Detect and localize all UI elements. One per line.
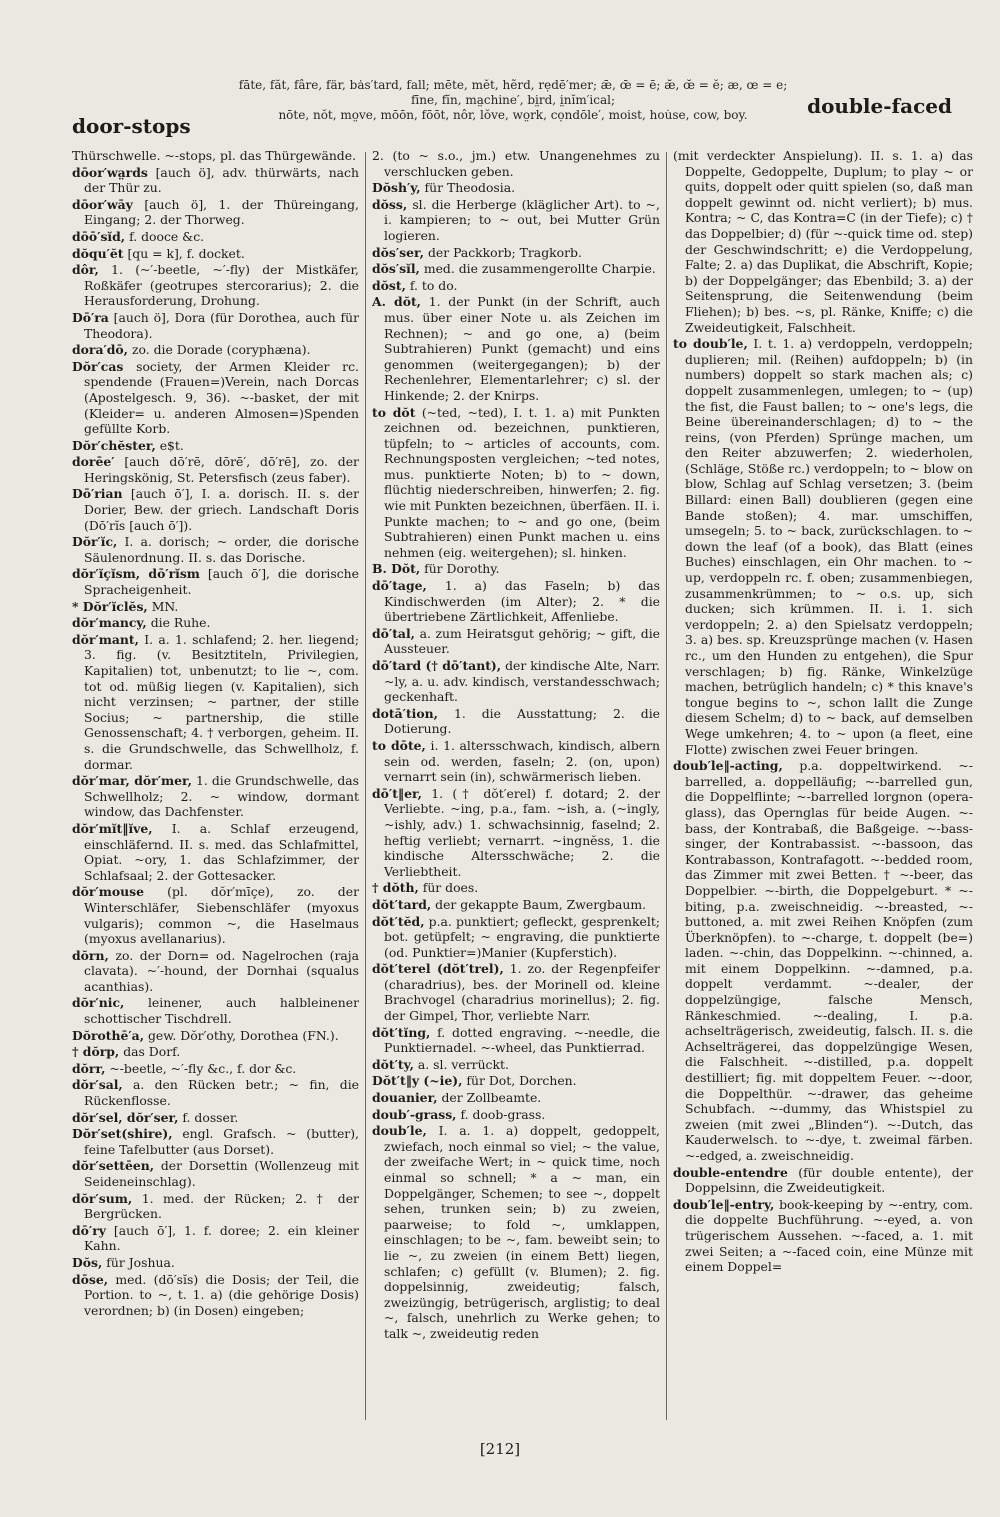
dictionary-entry [72,632,359,772]
definition: a. den Rücken betr.; ~ fin, die Rückenflosse. [84,1077,359,1109]
definition: der Zollbeamte. [441,1090,542,1106]
headword: Dŏr′ĭc, [72,534,118,550]
definition: f. dotted engraving. ~-needle, die Punktiernadel. ~-wheel, das Punktierrad. [384,1024,660,1056]
headword: dŏt′ty, [372,1056,414,1072]
dictionary-entry [72,310,359,341]
definition: p.a. punktiert; gefleckt, gesprenkelt; bot. getüpfelt; ~ engraving, die punktierte (od. Punktier=)Manier (Kupferstich). [384,913,660,960]
definition: society, der Armen Kleider rc. spendende (Frauen=)Verein, nach Dorcas (Apostelgesch. 9, 36). ~-basket, der mit (Kleider= u. anderen Almosen=)Spenden gefüllte Korb. [84,358,359,437]
definition: p.a. doppeltwirkend. ~-barrelled, a. doppelläufig; ~-barrelled gun, die Doppelflinte; ~-barrelled lorgnon (opera-glass), das Opernglas für beide Augen. ~-bass, der Kontrabaß, die Baßgeige. ~-bass-singer, der Kontrabassist. ~-bassoon, das Kontrabasson, Kontrafagott. ~-bedded room, das Zimmer mit zwei Betten. † ~-beer, das Doppelbier. ~-birth, die Doppelgeburt. * ~-biting, p.a. zweischneidig. ~-breasted, ~-buttoned, a. mit zwei Reihen Knöpfen (zum Überknöpfen). to ~-charge, t. doppelt (be=) laden. ~-chin, das Doppelkinn. ~-chinned, a. mit einem Doppelkinn. ~-damned, p.a. doppelt verdammt. ~-dealer, der doppelzüngige, falsche Mensch, Ränkeschmied. ~-dealing, I. p.a. achselträgerisch, zweideutig, falsch. II. s. die Achselträgerei, das doppelzüngige Wesen, die Falschheit. ~-distilled, p.a. doppelt destilliert; fig. mit doppeltem Feuer. ~-door, die Doppelthür. ~-drawer, das geheime Schubfach. ~-dummy, das Whistspiel zu zweien (mit zwei „Blinden“). ~-Dutch, das Kauderwelsch. to ~-dye, t. zweimal färben. ~-edged, a. zweischneidig. [685,758,973,1163]
dictionary-entry [72,229,359,245]
dictionary-entry [72,1110,359,1126]
definition: 1. a) das Faseln; b) das Kindischwerden (im Alter); 2. * die übertriebene Zärtlichkeit, Affenliebe. [384,578,660,625]
dictionary-entry [72,1077,359,1108]
definition: für Theodosia. [424,180,516,196]
dictionary-entry [72,773,359,820]
definition: [qu = k], f. docket. [127,245,245,261]
headword: douanier, [372,1090,438,1106]
dictionary-entry [372,1107,660,1123]
pronunciation-line: nōte, nŏt, mo̤ve, mōōn, fōōt, nôr, lŏve, wo̤rk, cọndōle′, moist, hou̇se, cow, boy. [278,108,748,122]
headword: dŏs′sĭl, [372,261,420,277]
headword: Dŏr′chĕster, [72,437,156,453]
headword: dŏr′mouse [72,884,144,900]
definition: (pl. dŏr′mīçe), zo. der Winterschläfer, Siebenschläfer (myoxus vulgaris); common ~, die Haselmaus (myoxus avellanarius). [84,884,359,947]
definition: für Dot, Dorchen. [466,1073,577,1089]
column-1 [72,148,359,1438]
headword: dō′tard († dō′tant), [372,658,502,673]
headword: dŏqu′ĕt [72,245,124,261]
headword: dŏt′terel (dŏt′trel), [372,961,504,977]
headword: † dŏth, [372,880,419,896]
dictionary-entry [372,1057,660,1073]
headword: dō′ry [72,1222,106,1238]
headword: dotā′tion, [372,705,438,721]
headword: Dŏsh′y, [372,180,421,196]
definition: f. to do. [409,277,458,293]
column-2 [372,148,660,1438]
definition: zo. die Dorade (coryphæna). [131,342,311,358]
headword: dŏr′sum, [72,1190,133,1206]
headword: dōor′wa̤rds [72,164,148,180]
dictionary-entry [673,148,973,335]
definition: I. a. 1. a) doppelt, gedoppelt, zwiefach, noch einmal so viel; ~ the value, der zweifache Wert; in ~ quick time, noch einmal so schnell; * a ~ man, ein Doppelgänger, Schemen; to see ~, doppelt sehen, trunken sein; b) zu zweien, paarweise; to fold ~, umklappen, einschlagen; to be ~, fam. beweibt sein; to lie ~, zu zweien (in einem Bett) liegen, schlafen; c) gefüllt (v. Blumen); 2. fig. doppelsinnig, zweideutig; falsch, zweizüngig, betrügerisch, arglistig; to deal ~, falsch, unehrlich zu Werke gehen; to talk ~, zweideutig reden [384,1123,660,1341]
pronunciation-key [228,78,798,123]
definition: book-keeping by ~-entry, com. die doppelte Buchführung. ~-eyed, a. von trügerischem Aussehen. ~-faced, a. 1. mit zwei Seiten; a ~-faced coin, eine Münze mit einem Doppel= [685,1196,973,1275]
headword: dŏr′ĭçĭsm, dō′rĭsm [72,566,200,582]
headword: dō′tage, [372,578,427,594]
definition: 1. med. der Rücken; 2. † der Bergrücken. [84,1190,359,1222]
headword: Dŏrothē′a, [72,1027,145,1043]
column-3 [673,148,973,1438]
definition: ~-beetle, ~′-fly &c., f. dor &c. [109,1060,297,1076]
dictionary-entry [72,1028,359,1044]
dictionary-entry [72,197,359,228]
dictionary-entry [372,1073,660,1089]
definition: I. a. Schlaf erzeugend, einschläfernd. II. s. med. das Schlafmittel, Opiat. ~ory, 1. das Schlafzimmer, der Schlafsaal; 2. der Gottesacker. [84,820,359,883]
headword: dŏrr, [72,1060,106,1076]
headword: dôr, [72,262,99,278]
dictionary-entry [72,1044,359,1060]
definition: (für double entente), der Doppelsinn, die Zweideutigkeit. [685,1164,973,1196]
dictionary-entry [72,995,359,1026]
headword: dŏr′settēen, [72,1158,155,1174]
headword: Dŏt′t‖y (~ie), [372,1073,463,1089]
headword: dŏr′mĭt‖ĭve, [72,820,153,836]
headword: dorēe′ [72,454,115,470]
page-number: [212] [479,1440,521,1458]
headword: * Dŏr′ĭclĕs, [72,598,148,614]
dictionary-entry [72,165,359,196]
dictionary-entry [372,148,660,179]
dictionary-entry [372,961,660,1023]
definition: [auch ö], Dora (für Dorothea, auch für Theodora). [84,309,359,341]
headword: dō′tal, [372,625,415,641]
column-divider [365,152,366,1420]
headword: double-entendre [673,1164,788,1180]
page-header [0,78,1000,148]
definition: I. a. 1. schlafend; 2. her. liegend; 3. fig. (v. Besitztiteln, Privilegien, Kapitalien) tot, unbenutzt; to lie ~, com. tot od. müßig liegen (v. Kapitalien), sich nicht verzinsen; ~ partner, der stille Socius; ~ partnership, die stille Genossenschaft; 4. † verborgen, geheim. II. s. die Grundschwelle, das Schwellholz, f. dormar. [84,631,359,772]
definition: f. doob-grass. [460,1106,546,1122]
dictionary-entry [372,914,660,961]
headword: B. Dŏt, [372,561,421,577]
headword: dora′dō, [72,342,128,358]
headword: dŏst, [372,277,406,293]
headword: to dōte, [372,737,426,753]
dictionary-entry [72,615,359,631]
headword: † dŏrp, [72,1044,120,1060]
definition: f. dooce &c. [129,228,205,244]
dictionary-entry [673,758,973,1163]
definition: der Packkorb; Tragkorb. [427,244,582,260]
definition: [auch ō′], I. a. dorisch. II. s. der Dorier, Bew. der griech. Landschaft Doris (Dō′rĭs [auch ō′]). [84,486,359,533]
headword: dŏrn, [72,947,109,963]
dictionary-entry [72,1061,359,1077]
definition: (~ted, ~ted), I. t. 1. a) mit Punkten zeichnen od. bezeichnen, punktieren, tüpfeln; to ~ articles of accounts, com. Rechnungsposten vergleichen; ~ted notes, mus. punktierte Noten; b) to ~ down, flüchtig niederschreiben, hinwerfen; 2. fig. wie mit Punkten bezeichnen, überfäen. II. i. Punkte machen; to ~ and go one, (beim Subtrahieren) einen Punkt machen u. eins nehmen (eig. weitergehen); sl. hinken. [384,404,660,560]
definition: 1. die Ausstattung; 2. die Dotierung. [384,705,660,737]
pronunciation-line: fīne, fĭn, ma̤chine′, bi̤rd, i̤nĭm′ical; [410,93,616,107]
dictionary-entry [72,1126,359,1157]
headword: dŏr′mancy, [72,615,147,631]
dictionary-entry [72,534,359,565]
definition: der Dorsettin (Wollenzeug mit Seideneinschlag). [84,1158,359,1189]
headword: Dŏr′cas [72,358,124,374]
definition: med. die zusammengerollte Charpie. [423,261,656,277]
headword: dŏr′mant, [72,631,139,647]
dictionary-entry [372,1025,660,1056]
definition: 2. (to ~ s.o., jm.) etw. Unangenehmes zu verschlucken geben. [372,148,660,179]
dictionary-entry [72,821,359,883]
dictionary-entry [372,880,660,896]
definition: 1. der Punkt (in der Schrift, auch mus. über einer Note u. als Zeichen im Rechnen); ~ and go one, a) (beim Subtrahieren) Punkt (gemacht) und eins genommen (weitergegangen); b) der Rechenlehrer, Elementarlehrer; c) sl. der Hinkende; 2. der Knirps. [384,294,660,403]
dictionary-entry [72,1255,359,1271]
definition: gew. Dŏr′othy, Dorothea (FN.). [147,1027,339,1043]
dictionary-entry [72,1223,359,1254]
dictionary-entry [72,438,359,454]
dictionary-entry [372,278,660,294]
definition: I. a. dorisch; ~ order, die dorische Säulenordnung. II. s. das Dorische. [84,534,359,565]
definition: 1. zo. der Regenpfeifer (charadrius), bes. der Morinell od. kleine Brachvogel (charadrius morinellus); 2. fig. der Gimpel, Thor, verliebte Narr. [384,961,660,1024]
dictionary-entry [372,197,660,244]
headword: to doub′le, [673,336,748,352]
definition: (mit verdeckter Anspielung). II. s. 1. a) das Doppelte, Gedoppelte, Duplum; to play ~ or quits, doppelt oder quitt spielen (so, daß man doppelt gewinnt od. nicht verliert); b) mus. Kontra; ~ C, das Kontra=C (in der Tiefe); c) † das Doppelbier; d) (für ~-quick time od. step) der Geschwindschritt; e) die Verdoppelung, Falte; 2. a) das Duplikat, die Abschrift, Kopie; b) der Doppelgänger; das Ebenbild; 3. a) der Seitensprung, die Seitenwendung (beim Fliehen); b) bes. ~s, pl. Ränke, Kniffe; c) die Zweideutigkeit, Falschheit. [673,148,973,335]
headword: dŏr′mar, dŏr′mer, [72,773,192,789]
dictionary-entry [372,261,660,277]
headword: to dŏt [372,404,416,420]
dictionary-entry [372,706,660,737]
definition: die Ruhe. [150,615,211,631]
definition: für Joshua. [106,1254,175,1270]
headword: Dō′ra [72,309,109,325]
definition: a. sl. verrückt. [417,1056,509,1072]
dictionary-entry [72,148,359,164]
dictionary-entry [72,884,359,946]
definition: engl. Grafsch. ~ (butter), feine Tafelbutter (aus Dorset). [84,1126,359,1157]
pronunciation-line: fāte, făt, fâre, fär, bȧs′tard, fall; mēte, mĕt, hẽrd, rẹdē′mer; ǣ, œ̄ = ē; æ̆, œ̆ = ĕ; æ, œ = e; [238,78,788,92]
dictionary-entry [372,738,660,785]
dictionary-entry [372,578,660,625]
headword: Dō′rian [72,486,123,502]
headword: doub′le‖-entry, [673,1196,775,1212]
dictionary-entry [72,246,359,262]
guide-word-right: double-faced [807,94,952,118]
definition: für does. [422,880,479,896]
definition: [auch ö], adv. thürwärts, nach der Thür zu. [84,164,359,196]
definition: [auch ō′], 1. f. doree; 2. ein kleiner Kahn. [84,1222,359,1254]
dictionary-entry [72,948,359,995]
dictionary-entry [372,786,660,880]
definition: Thürschwelle. ~-stops, pl. das Thürgewände. [72,148,357,163]
guide-word-left: door-stops [72,114,191,138]
dictionary-entry [372,180,660,196]
column-divider [666,152,667,1420]
dictionary-entry [72,1191,359,1222]
headword: dŏr′sel, dŏr′ser, [72,1109,179,1125]
dictionary-entry [72,262,359,309]
dictionary-entry [72,1158,359,1189]
headword: Dŏr′set(shire), [72,1126,173,1142]
headword: A. dŏt, [372,294,421,310]
dictionary-entry [72,342,359,358]
headword: doub′-grass, [372,1106,457,1122]
dictionary-entry [372,245,660,261]
headword: dŏs′ser, [372,244,424,260]
headword: dŏr′sal, [72,1077,123,1093]
dictionary-entry [72,599,359,615]
headword: doub′le, [372,1123,427,1139]
headword: dŏr′nic, [72,995,125,1011]
definition: [auch ö], 1. der Thüreingang, Eingang; 2. der Thorweg. [84,196,359,228]
dictionary-entry [673,1197,973,1275]
headword: Dŏs, [72,1254,103,1270]
dictionary-columns [72,148,973,1438]
definition: für Dorothy. [424,561,500,577]
dictionary-entry [372,405,660,561]
dictionary-entry [72,359,359,437]
dictionary-entry [372,897,660,913]
headword: dōse, [72,1271,109,1287]
dictionary-entry [372,658,660,705]
headword: dŏt′tĭng, [372,1024,431,1040]
dictionary-entry [673,336,973,757]
headword: dŏt′tĕd, [372,913,425,929]
headword: dōō′sĭd, [72,228,126,244]
definition: f. dosser. [182,1109,239,1125]
definition: 1. die Grundschwelle, das Schwellholz; 2. ~ window, dormant window, das Dachfenster. [84,773,359,820]
definition: MN. [151,598,179,614]
definition: [auch ō′], die dorische Spracheigenheit. [84,566,359,598]
dictionary-entry [372,626,660,657]
dictionary-entry [372,561,660,577]
dictionary-entry [372,294,660,403]
definition: I. t. 1. a) verdoppeln, verdoppeln; duplieren; mil. (Reihen) aufdoppeln; b) (in numbers) doppelt so stark machen als; c) doppelt zusammenlegen, umlegen; to ~ (up) the fist, die Faust ballen; to ~ one's legs, die Beine übereinanderschlagen; d) to ~ the reins, (von Pferden) Sprünge machen, um den Reiter abzuwerfen; 2. wiederholen, (Schläge, Stöße rc.) verdoppeln; to ~ blow on blow, Schlag auf Schlag versetzen; 3. (beim Billard: einen Ball) doublieren (gegen eine Bande stoßen); 4. mar. umschiffen, umsegeln; 5. to ~ back, zurückschlagen. to ~ down the leaf (of a book), das Blatt (eines Buches) einschlagen, ein Ohr machen. to ~ up, verdoppeln rc. f. oben; zusammenbiegen, zusammenkrümmen; to ~ o.s. up, sich ducken; sich krümmen. II. i. 1. sich verdoppeln; 2. a) den Spielsatz verdoppeln; 3. a) bes. sp. Kreuzsprünge machen (v. Hasen rc., um den Hunden zu entgehen), die Spur verschlagen; b) fig. Ränke, Winkelzüge machen, betrüglich handeln; c) * this knave's tongue begins to ~, schon lallt die Zunge diesem Schelm; d) to ~ back, auf demselben Wege umkehren; 4. to ~ upon (a fleet, eine Flotte) zwischen zwei Feuer bringen. [685,336,973,757]
definition: zo. der Dorn= od. Nagelrochen (raja clavata). ~′-hound, der Dornhai (squalus acanthias). [84,947,359,994]
dictionary-entry [72,486,359,533]
headword: dōor′wāy [72,196,133,212]
definition: der kindische Alte, Narr. ~ly, a. u. adv. kindisch, verstandesschwach; geckenhaft. [384,658,660,705]
dictionary-entry [372,1090,660,1106]
headword: dŏt′tard, [372,896,432,912]
definition: a. zum Heiratsgut gehörig; ~ gift, die Aussteuer. [384,625,660,657]
definition: i. 1. altersschwach, kindisch, albern sein od. werden, faseln; 2. (on, upon) vernarrt sein (in), schwärmerisch lieben. [384,737,660,785]
headword: doub′le‖-acting, [673,758,783,774]
definition: e$t. [159,437,184,453]
definition: med. (dō′sĭs) die Dosis; der Teil, die Portion. to ~, t. 1. a) (die gehörige Dosis) verordnen; b) (in Dosen) eingeben; [84,1271,359,1318]
dictionary-entry [72,566,359,597]
dictionary-entry [72,1272,359,1319]
dictionary-entry [372,1123,660,1341]
definition: das Dorf. [123,1044,181,1060]
dictionary-entry [673,1165,973,1196]
definition: [auch dō′rē, dōrē′, dō′rē], zo. der Heringskönig, St. Petersfisch (zeus faber). [84,454,359,485]
definition: sl. die Herberge (kläglicher Art). to ~, i. kampieren; to ~ out, bei Mutter Grün logieren. [384,196,660,243]
dictionary-entry [72,454,359,485]
definition: leinener, auch halbleinener schottischer Tischdrell. [84,995,359,1027]
headword: dŏss, [372,196,408,212]
definition: 1. (~′-beetle, ~′-fly) der Mistkäfer, Roßkäfer (geotrupes stercorarius); 2. die Herausforderung, Drohung. [84,262,359,309]
definition: der gekappte Baum, Zwergbaum. [435,896,647,912]
definition: 1. († dŏt′erel) f. dotard; 2. der Verliebte. ~ing, p.a., fam. ~ish, a. (~ingly, ~ishly, adv.) 1. schwachsinnig, faselnd; 2. heftig verliebt; vernarrt. ~ingnĕss, 1. die kindische Altersschwäche; 2. die Verliebtheit. [384,785,660,879]
headword: dō′t‖er, [372,785,422,801]
